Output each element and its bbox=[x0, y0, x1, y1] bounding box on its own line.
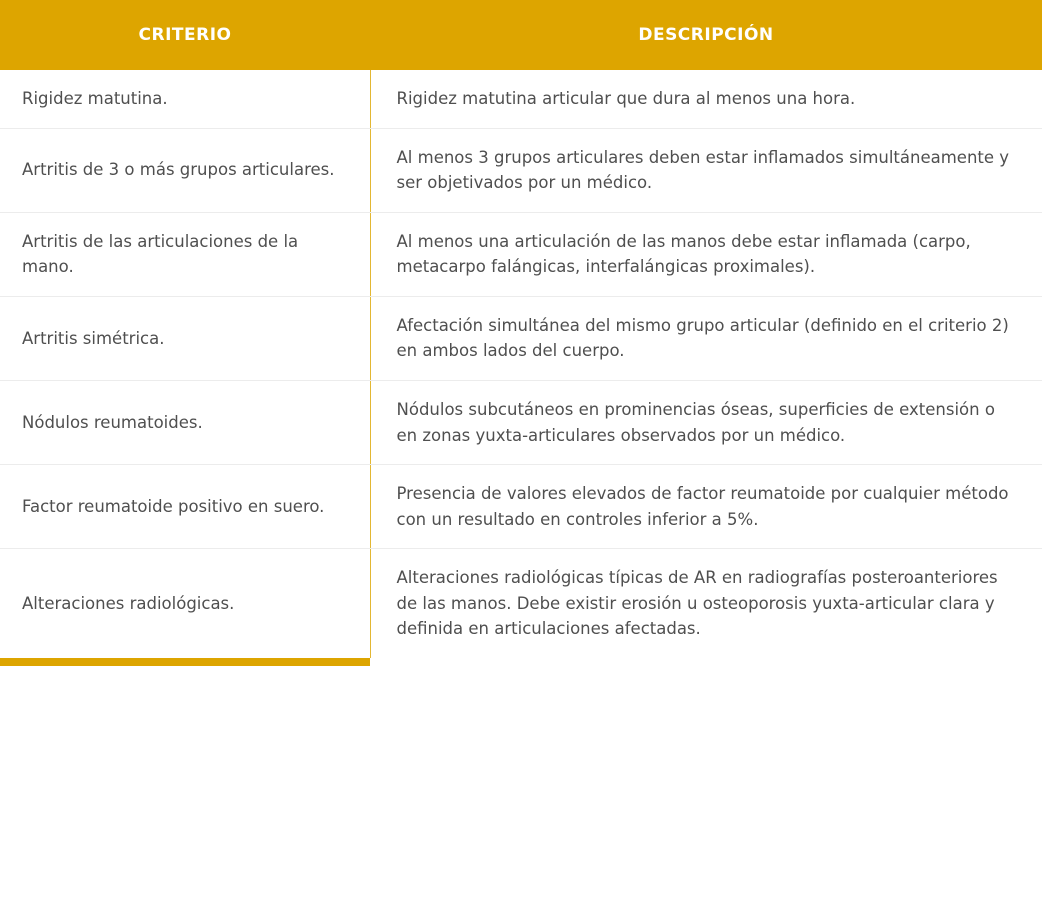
cell-descripcion: Al menos 3 grupos articulares deben estar inflamados simultáneamente y ser objetivados por un médico. bbox=[370, 128, 1042, 212]
cell-criterio: Factor reumatoide positivo en suero. bbox=[0, 465, 370, 549]
table-row bbox=[0, 128, 1042, 212]
table-row bbox=[0, 212, 1042, 296]
table-row bbox=[0, 296, 1042, 380]
table-row bbox=[0, 380, 1042, 464]
table-header bbox=[0, 0, 1042, 70]
cell-descripcion: Al menos una articulación de las manos debe estar inflamada (carpo, metacarpo falángicas, interfalángicas proximales). bbox=[370, 212, 1042, 296]
cell-descripcion: Rigidez matutina articular que dura al menos una hora. bbox=[370, 70, 1042, 128]
cell-criterio: Artritis de 3 o más grupos articulares. bbox=[0, 128, 370, 212]
cell-criterio: Alteraciones radiológicas. bbox=[0, 549, 370, 658]
table-row bbox=[0, 549, 1042, 658]
cell-descripcion: Afectación simultánea del mismo grupo articular (definido en el criterio 2) en ambos lados del cuerpo. bbox=[370, 296, 1042, 380]
table-row bbox=[0, 70, 1042, 128]
cell-criterio: Rigidez matutina. bbox=[0, 70, 370, 128]
column-header-descripcion: DESCRIPCIÓN bbox=[370, 0, 1042, 70]
cell-descripcion: Alteraciones radiológicas típicas de AR en radiografías posteroanteriores de las manos. Debe existir erosión u osteoporosis yuxta-articular clara y definida en articulaciones afectadas. bbox=[370, 549, 1042, 658]
table-body bbox=[0, 70, 1042, 658]
cell-descripcion: Nódulos subcutáneos en prominencias óseas, superficies de extensión o en zonas yuxta-articulares observados por un médico. bbox=[370, 380, 1042, 464]
table-bottom-accent-row bbox=[0, 658, 1042, 666]
table-row bbox=[0, 465, 1042, 549]
bottom-accent-bar bbox=[0, 658, 370, 666]
cell-criterio: Nódulos reumatoides. bbox=[0, 380, 370, 464]
table-header-row bbox=[0, 0, 1042, 70]
bottom-filler bbox=[370, 658, 1042, 666]
column-header-criterio: CRITERIO bbox=[0, 0, 370, 70]
cell-criterio: Artritis simétrica. bbox=[0, 296, 370, 380]
cell-descripcion: Presencia de valores elevados de factor reumatoide por cualquier método con un resultado en controles inferior a 5%. bbox=[370, 465, 1042, 549]
cell-criterio: Artritis de las articulaciones de la mano. bbox=[0, 212, 370, 296]
